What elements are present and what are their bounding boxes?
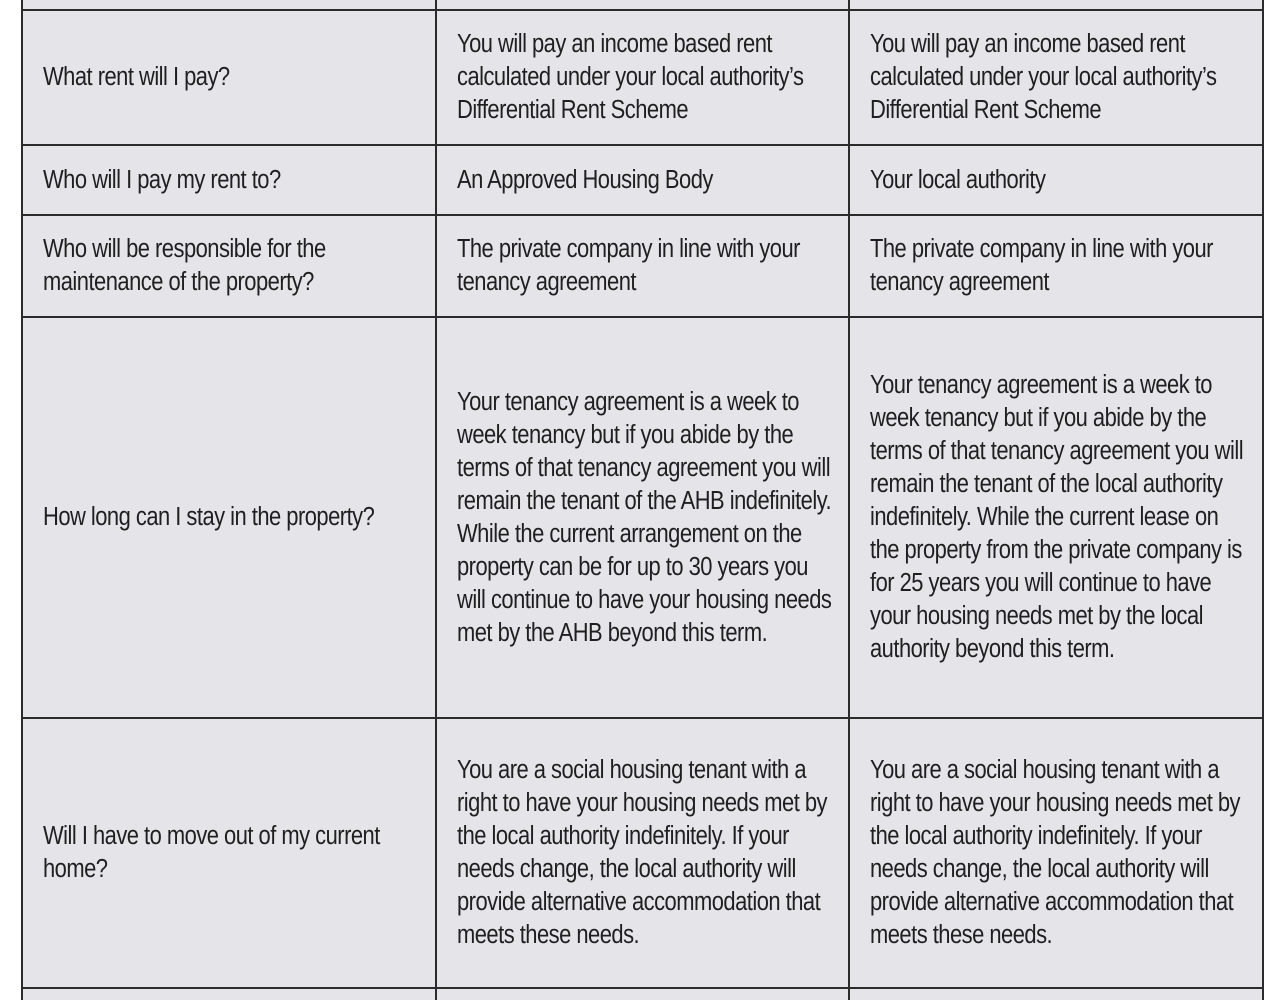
answer-cell-col3 bbox=[849, 317, 1263, 718]
table-cell bbox=[849, 0, 1263, 10]
answer-text: You are a social housing tenant with a right to have your housing needs met by the local authority indefinitely. If your needs change, the local authority will provide alternative accommodation that meets these needs. bbox=[870, 756, 1240, 949]
answer-text: The private company in line with your tenancy agreement bbox=[870, 235, 1213, 296]
question-cell bbox=[22, 10, 436, 145]
answer-cell-col3 bbox=[849, 215, 1263, 317]
answer-cell-col2 bbox=[436, 317, 849, 718]
table-row-partial-bottom bbox=[22, 988, 1263, 1000]
table-row-pay-to bbox=[22, 145, 1263, 215]
table-cell bbox=[22, 0, 436, 10]
answer-text: Your tenancy agreement is a week to week tenancy but if you abide by the terms of that tenancy agreement you will remain the tenant of the local authority indefinitely. While the current lease on the property from the private company is for 25 years you will continue to have your housing needs met by the local authority beyond this term. bbox=[870, 371, 1244, 663]
answer-cell-col2 bbox=[436, 718, 849, 988]
table-row-maintenance bbox=[22, 215, 1263, 317]
table-cell bbox=[22, 988, 436, 1000]
answer-cell-col2 bbox=[436, 10, 849, 145]
answer-text: The private company in line with your tenancy agreement bbox=[457, 235, 800, 296]
table-cell bbox=[436, 988, 849, 1000]
answer-cell-col2 bbox=[436, 145, 849, 215]
table-row-move-out bbox=[22, 718, 1263, 988]
answer-cell-col3 bbox=[849, 10, 1263, 145]
question-text: What rent will I pay? bbox=[43, 63, 230, 91]
table-row-stay-duration bbox=[22, 317, 1263, 718]
answer-cell-col3 bbox=[849, 145, 1263, 215]
question-text: How long can I stay in the property? bbox=[43, 503, 375, 531]
question-cell bbox=[22, 317, 436, 718]
question-cell bbox=[22, 145, 436, 215]
answer-text: You will pay an income based rent calculated under your local authority’s Differential Rent Scheme bbox=[870, 30, 1217, 124]
question-text: Will I have to move out of my current home? bbox=[43, 822, 380, 883]
table-cell bbox=[436, 0, 849, 10]
answer-text: An Approved Housing Body bbox=[457, 165, 713, 194]
question-cell bbox=[22, 215, 436, 317]
table-row-partial-top bbox=[22, 0, 1263, 10]
answer-cell-col3 bbox=[849, 718, 1263, 988]
answer-cell-col2 bbox=[436, 215, 849, 317]
question-cell bbox=[22, 718, 436, 988]
tenancy-comparison-table bbox=[21, 0, 1264, 1000]
answer-text: Your local authority bbox=[870, 165, 1046, 194]
answer-text: You are a social housing tenant with a right to have your housing needs met by the local authority indefinitely. If your needs change, the local authority will provide alternative accommodation that meets these needs. bbox=[457, 756, 827, 949]
answer-text: You will pay an income based rent calculated under your local authority’s Differential Rent Scheme bbox=[457, 30, 804, 124]
comparison-table-container bbox=[21, 0, 1262, 1000]
question-text: Who will I pay my rent to? bbox=[43, 165, 281, 194]
question-text: Who will be responsible for the maintenance of the property? bbox=[43, 235, 326, 296]
answer-text: Your tenancy agreement is a week to week tenancy but if you abide by the terms of that tenancy agreement you will remain the tenant of the AHB indefinitely. While the current arrangement on the property can be for up to 30 years you will continue to have your housing needs met by the AHB beyond this term. bbox=[457, 387, 832, 647]
table-row-rent bbox=[22, 10, 1263, 145]
table-cell bbox=[849, 988, 1263, 1000]
